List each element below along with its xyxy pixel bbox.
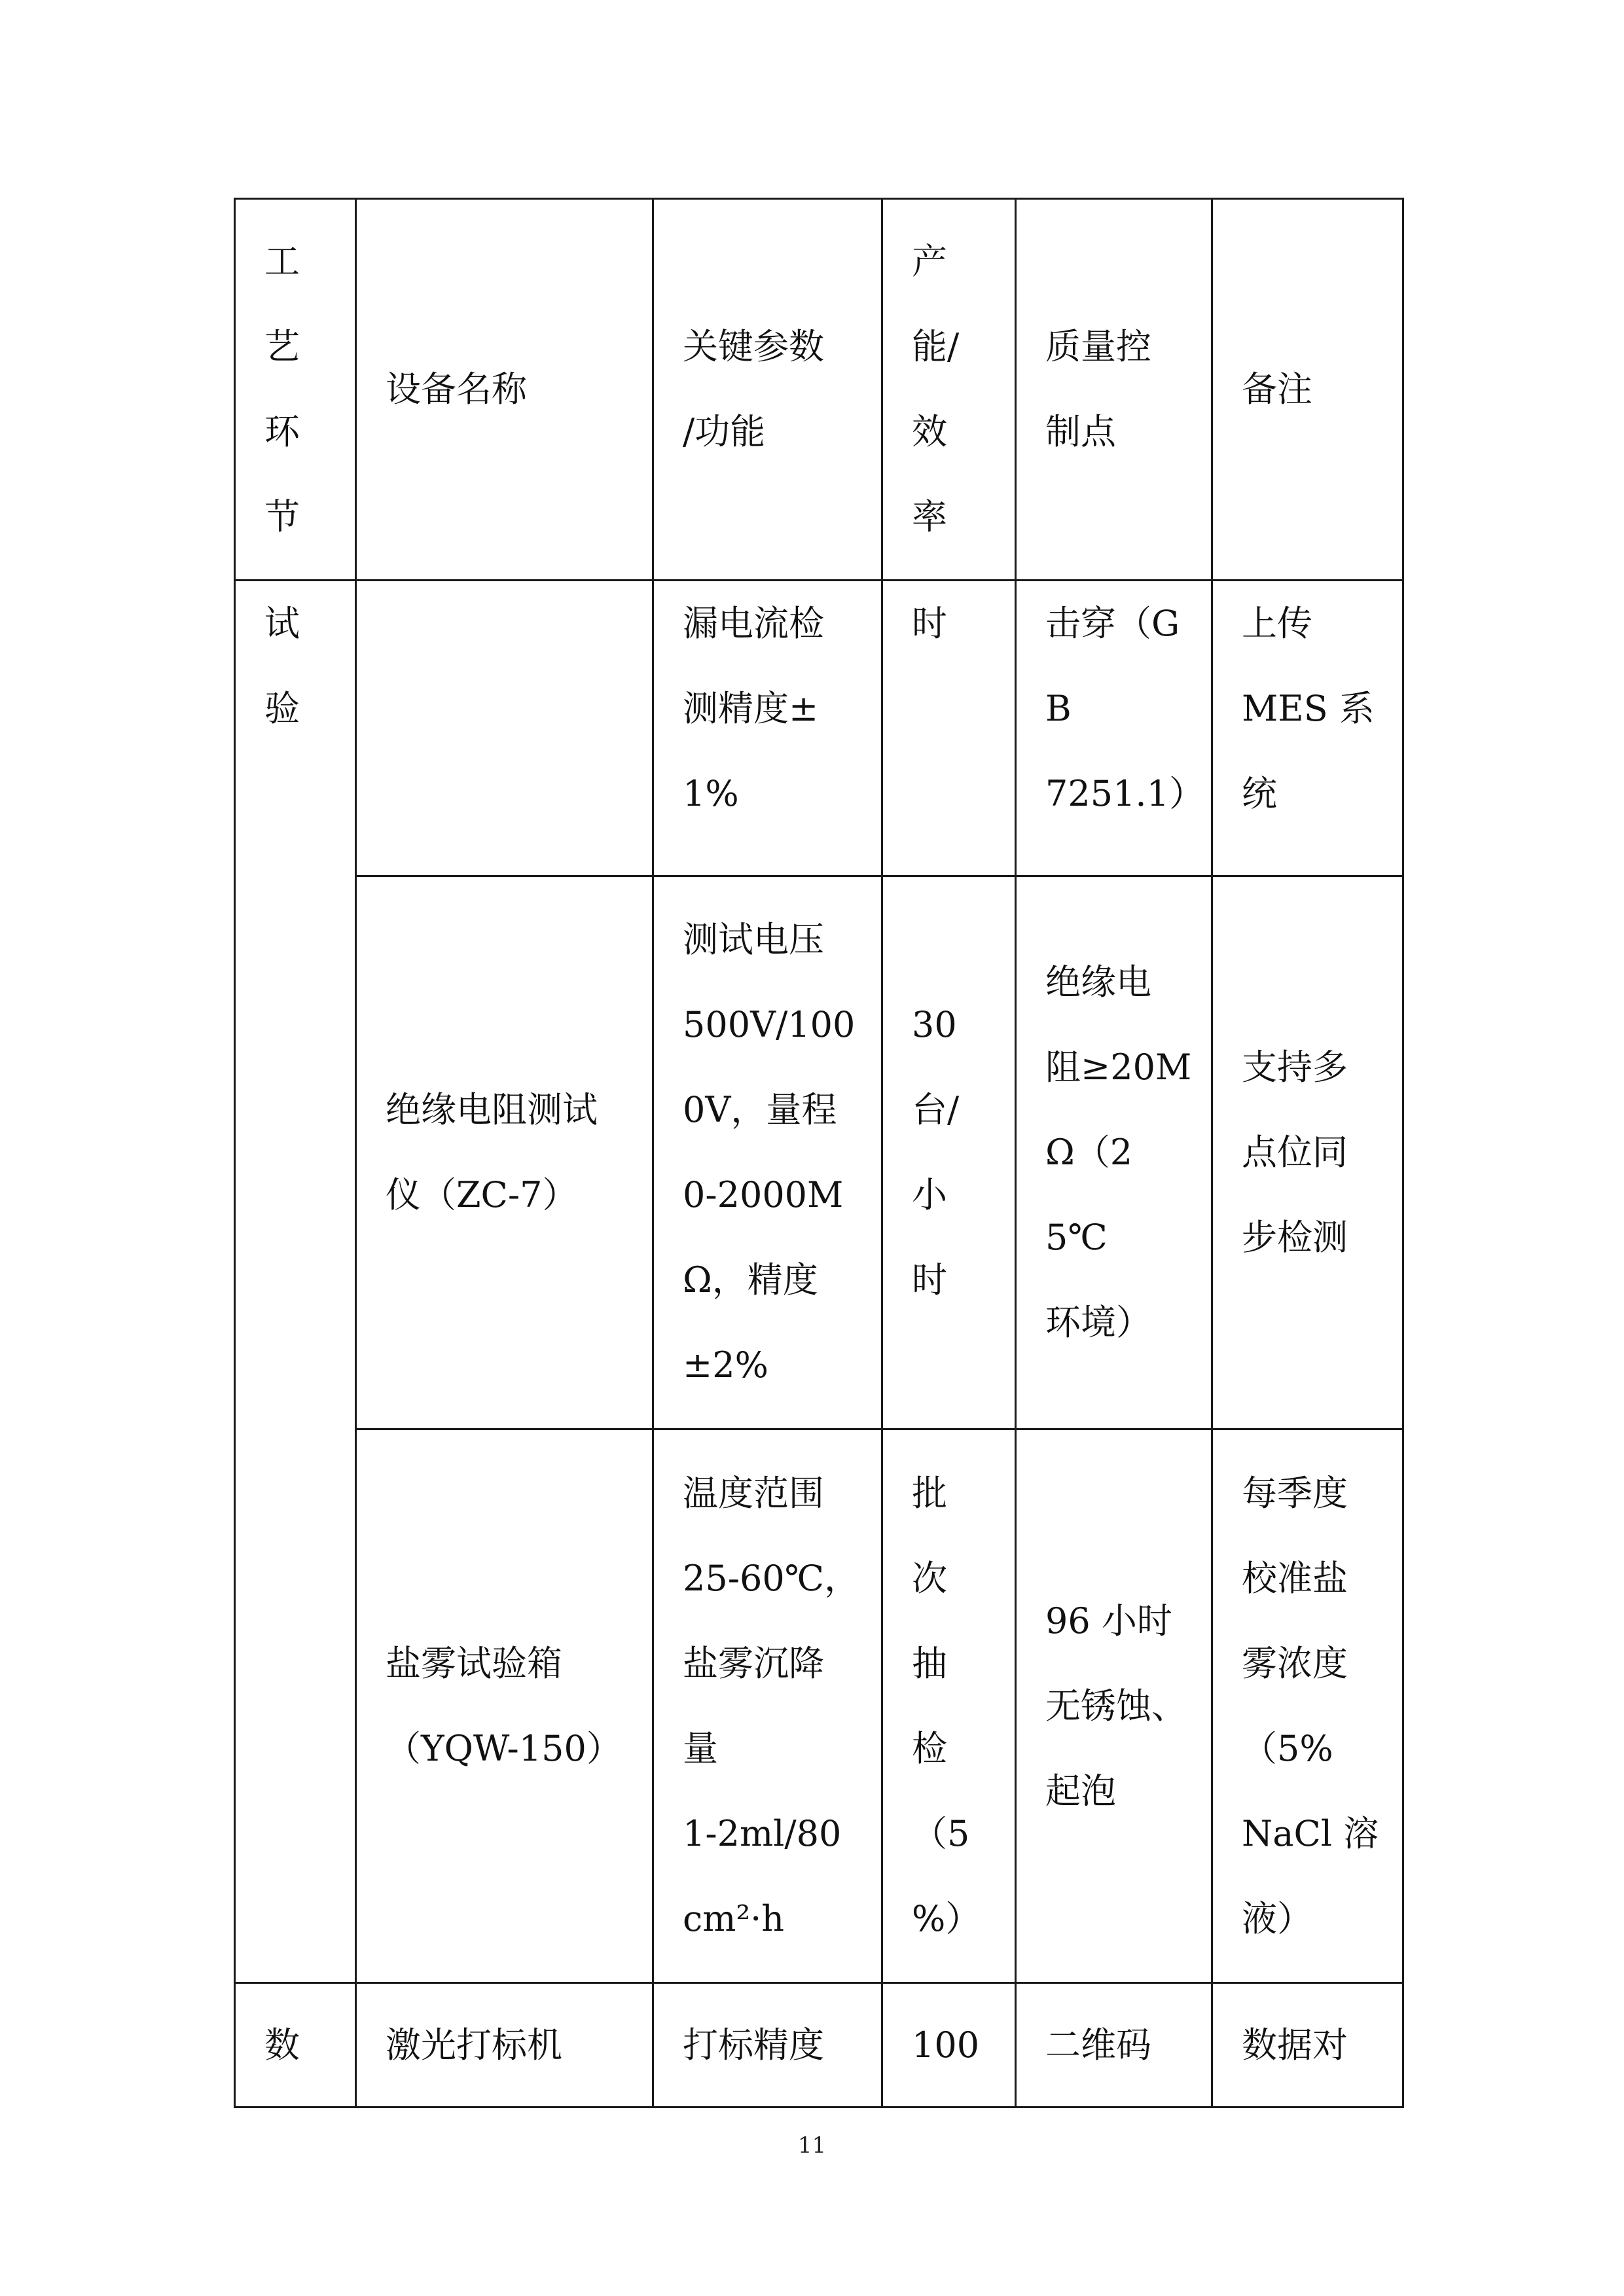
qc-text: 二维码 [1045, 2024, 1151, 2066]
params-cell [653, 1983, 882, 2108]
header-capacity-cell [882, 199, 1016, 581]
header-params-cell [653, 199, 882, 581]
params-text: 温度范围 25-60℃， 盐雾沉降 量 1-2ml/80 cm²·h [683, 1472, 860, 1939]
equipment-name: 绝缘电阻测试 仪（ZC-7） [386, 1089, 598, 1215]
header-capacity: 产 能/ 效 率 [912, 241, 960, 537]
header-notes: 备注 [1242, 368, 1312, 410]
capacity-text: 批 次 抽 检 （5 %） [912, 1472, 981, 1939]
params-text: 漏电流检 测精度± 1% [683, 603, 824, 814]
process-data: 数 [264, 2024, 300, 2066]
process-data-cell [235, 1983, 356, 2108]
header-notes-cell [1212, 199, 1403, 581]
process-test: 试 验 [264, 603, 300, 729]
process-test-cell [235, 581, 356, 1983]
notes-cell [1212, 1983, 1403, 2108]
equipment-cell [356, 876, 653, 1429]
qc-cell [1016, 876, 1212, 1429]
equipment-name: 盐雾试验箱 （YQW-150） [386, 1642, 622, 1769]
table-row [235, 1429, 1403, 1983]
table-row [235, 581, 1403, 876]
capacity-cell [882, 876, 1016, 1429]
notes-text: 每季度 校准盐 雾浓度 （5% NaCl 溶 液） [1242, 1472, 1379, 1939]
header-equipment: 设备名称 [386, 368, 527, 410]
table-header-row [235, 199, 1403, 581]
header-qc: 质量控 制点 [1045, 326, 1151, 452]
params-cell [653, 581, 882, 876]
params-cell [653, 1429, 882, 1983]
capacity-cell [882, 581, 1016, 876]
table-row [235, 1983, 1403, 2108]
params-cell [653, 876, 882, 1429]
header-qc-cell [1016, 199, 1212, 581]
qc-cell [1016, 581, 1212, 876]
params-text: 测试电压 500V/100 0V，量程 0-2000M Ω，精度 ±2% [683, 919, 856, 1386]
notes-cell [1212, 581, 1403, 876]
qc-text: 击穿（GB 7251.1） [1045, 603, 1204, 814]
capacity-text: 30 台/ 小 时 [912, 1004, 960, 1300]
header-params: 关键参数 /功能 [683, 326, 824, 452]
notes-text: 支持多 点位同 步检测 [1242, 1047, 1348, 1258]
qc-cell [1016, 1983, 1212, 2108]
capacity-text: 时 [912, 603, 947, 644]
header-process-cell [235, 199, 356, 581]
notes-text: 数据对 [1242, 2024, 1348, 2066]
equipment-table [234, 198, 1404, 2108]
notes-cell [1212, 1429, 1403, 1983]
qc-text: 绝缘电 阻≥20M Ω（25℃ 环境） [1045, 961, 1192, 1343]
qc-text: 96 小时 无锈蚀、 起泡 [1045, 1600, 1187, 1812]
capacity-cell [882, 1983, 1016, 2108]
header-equipment-cell [356, 199, 653, 581]
capacity-cell [882, 1429, 1016, 1983]
capacity-text: 100 [912, 2024, 980, 2066]
page-number: 11 [797, 2132, 827, 2159]
equipment-cell [356, 1983, 653, 2108]
notes-text: 上传 MES 系 统 [1242, 603, 1375, 814]
notes-cell [1212, 876, 1403, 1429]
equipment-cell [356, 1429, 653, 1983]
equipment-name: 激光打标机 [386, 2024, 562, 2066]
equipment-cell [356, 581, 653, 876]
params-text: 打标精度 [683, 2024, 824, 2066]
table-row [235, 876, 1403, 1429]
qc-cell [1016, 1429, 1212, 1983]
header-process: 工 艺 环 节 [264, 241, 300, 537]
